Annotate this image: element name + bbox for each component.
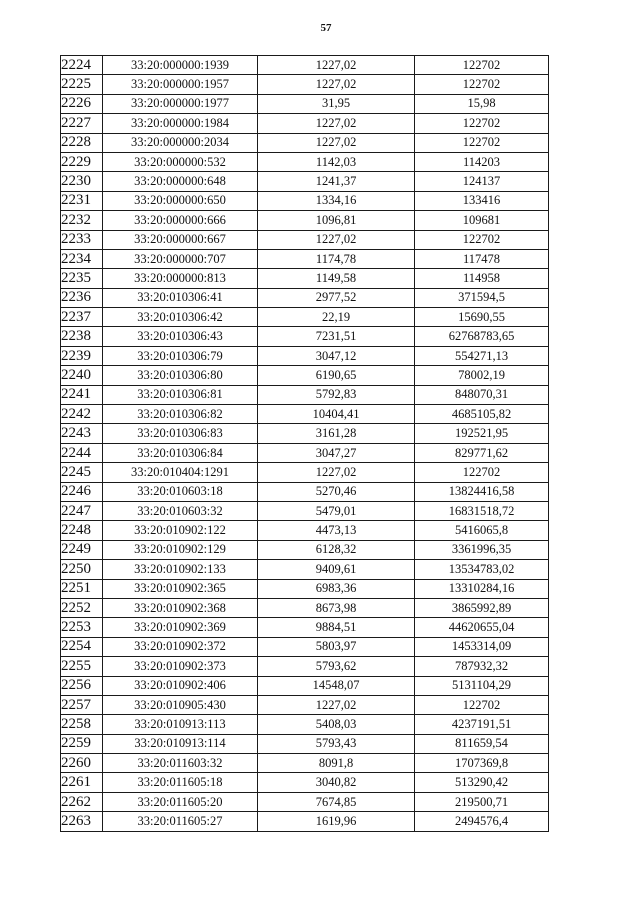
area-value: 3047,12 — [258, 346, 415, 365]
cadastral-number: 33:20:010905:430 — [103, 695, 258, 714]
area-value: 1241,37 — [258, 172, 415, 191]
row-number: 2260 — [61, 754, 103, 773]
cost-value: 122702 — [415, 463, 549, 482]
cadastral-number: 33:20:010913:113 — [103, 715, 258, 734]
cost-value: 44620655,04 — [415, 618, 549, 637]
table-row — [61, 152, 549, 171]
area-value: 4473,13 — [258, 521, 415, 540]
table-row — [61, 56, 549, 75]
table-row — [61, 501, 549, 520]
row-number: 2234 — [61, 249, 103, 268]
area-value: 5270,46 — [258, 482, 415, 501]
table-row — [61, 521, 549, 540]
cost-value: 513290,42 — [415, 773, 549, 792]
cadastral-number: 33:20:000000:1977 — [103, 94, 258, 113]
row-number: 2228 — [61, 133, 103, 152]
cadastral-number: 33:20:010902:372 — [103, 637, 258, 656]
cadastral-number: 33:20:011605:18 — [103, 773, 258, 792]
cadastral-number: 33:20:010306:80 — [103, 366, 258, 385]
table-row — [61, 94, 549, 113]
area-value: 1227,02 — [258, 75, 415, 94]
cadastral-number: 33:20:010902:365 — [103, 579, 258, 598]
table-row — [61, 560, 549, 579]
area-value: 1142,03 — [258, 152, 415, 171]
cost-value: 122702 — [415, 114, 549, 133]
table-row — [61, 637, 549, 656]
cadastral-number: 33:20:010913:114 — [103, 734, 258, 753]
cost-value: 3865992,89 — [415, 598, 549, 617]
cadastral-number: 33:20:011603:32 — [103, 754, 258, 773]
cadastral-number: 33:20:010404:1291 — [103, 463, 258, 482]
table-row — [61, 773, 549, 792]
area-value: 1174,78 — [258, 249, 415, 268]
area-value: 3040,82 — [258, 773, 415, 792]
row-number: 2254 — [61, 637, 103, 656]
area-value: 1227,02 — [258, 114, 415, 133]
area-value: 5792,83 — [258, 385, 415, 404]
table-row — [61, 230, 549, 249]
cadastral-number: 33:20:010902:406 — [103, 676, 258, 695]
cost-value: 554271,13 — [415, 346, 549, 365]
table-row — [61, 812, 549, 831]
cadastral-number: 33:20:010902:129 — [103, 540, 258, 559]
row-number: 2244 — [61, 443, 103, 462]
table-row — [61, 657, 549, 676]
cadastral-number: 33:20:010603:32 — [103, 501, 258, 520]
area-value: 8091,8 — [258, 754, 415, 773]
row-number: 2241 — [61, 385, 103, 404]
table-row — [61, 366, 549, 385]
area-value: 3047,27 — [258, 443, 415, 462]
cadastral-number: 33:20:000000:666 — [103, 211, 258, 230]
row-number: 2249 — [61, 540, 103, 559]
cadastral-number: 33:20:000000:1957 — [103, 75, 258, 94]
table-row — [61, 676, 549, 695]
area-value: 14548,07 — [258, 676, 415, 695]
area-value: 6128,32 — [258, 540, 415, 559]
area-value: 5479,01 — [258, 501, 415, 520]
table-row — [61, 133, 549, 152]
row-number: 2239 — [61, 346, 103, 365]
row-number: 2263 — [61, 812, 103, 831]
row-number: 2224 — [61, 56, 103, 75]
row-number: 2232 — [61, 211, 103, 230]
table-row — [61, 618, 549, 637]
cost-value: 5416065,8 — [415, 521, 549, 540]
area-value: 7674,85 — [258, 792, 415, 811]
area-value: 22,19 — [258, 308, 415, 327]
area-value: 9409,61 — [258, 560, 415, 579]
table-row — [61, 540, 549, 559]
cost-value: 78002,19 — [415, 366, 549, 385]
row-number: 2235 — [61, 269, 103, 288]
area-value: 6190,65 — [258, 366, 415, 385]
row-number: 2262 — [61, 792, 103, 811]
table-row — [61, 482, 549, 501]
cost-value: 133416 — [415, 191, 549, 210]
cost-value: 219500,71 — [415, 792, 549, 811]
cost-value: 371594,5 — [415, 288, 549, 307]
area-value: 3161,28 — [258, 424, 415, 443]
table-row — [61, 695, 549, 714]
cost-value: 122702 — [415, 75, 549, 94]
cost-value: 122702 — [415, 133, 549, 152]
cadastral-number: 33:20:000000:813 — [103, 269, 258, 288]
area-value: 1227,02 — [258, 56, 415, 75]
cadastral-number: 33:20:010306:42 — [103, 308, 258, 327]
row-number: 2225 — [61, 75, 103, 94]
area-value: 5793,43 — [258, 734, 415, 753]
table-row — [61, 114, 549, 133]
area-value: 9884,51 — [258, 618, 415, 637]
row-number: 2255 — [61, 657, 103, 676]
area-value: 6983,36 — [258, 579, 415, 598]
row-number: 2252 — [61, 598, 103, 617]
row-number: 2256 — [61, 676, 103, 695]
table-row — [61, 715, 549, 734]
area-value: 10404,41 — [258, 405, 415, 424]
cost-value: 787932,32 — [415, 657, 549, 676]
cost-value: 829771,62 — [415, 443, 549, 462]
row-number: 2251 — [61, 579, 103, 598]
table-row — [61, 754, 549, 773]
cadastral-number: 33:20:000000:667 — [103, 230, 258, 249]
cost-value: 4685105,82 — [415, 405, 549, 424]
cost-value: 15,98 — [415, 94, 549, 113]
table-row — [61, 734, 549, 753]
cadastral-number: 33:20:010306:82 — [103, 405, 258, 424]
row-number: 2257 — [61, 695, 103, 714]
row-number: 2261 — [61, 773, 103, 792]
row-number: 2247 — [61, 501, 103, 520]
cadastral-number: 33:20:010306:84 — [103, 443, 258, 462]
cadastral-number: 33:20:010603:18 — [103, 482, 258, 501]
table-row — [61, 191, 549, 210]
row-number: 2245 — [61, 463, 103, 482]
area-value: 1227,02 — [258, 230, 415, 249]
area-value: 5408,03 — [258, 715, 415, 734]
cadastral-number: 33:20:010306:83 — [103, 424, 258, 443]
area-value: 5803,97 — [258, 637, 415, 656]
table-row — [61, 346, 549, 365]
row-number: 2240 — [61, 366, 103, 385]
cost-value: 122702 — [415, 230, 549, 249]
row-number: 2233 — [61, 230, 103, 249]
table-body — [61, 56, 549, 832]
table-row — [61, 269, 549, 288]
cadastral-number: 33:20:010306:43 — [103, 327, 258, 346]
area-value: 1149,58 — [258, 269, 415, 288]
table-row — [61, 172, 549, 191]
cadastral-number: 33:20:000000:1984 — [103, 114, 258, 133]
row-number: 2250 — [61, 560, 103, 579]
cadastral-number: 33:20:000000:532 — [103, 152, 258, 171]
area-value: 7231,51 — [258, 327, 415, 346]
cadastral-number: 33:20:010306:81 — [103, 385, 258, 404]
cost-value: 15690,55 — [415, 308, 549, 327]
cadastral-number: 33:20:000000:707 — [103, 249, 258, 268]
cost-value: 848070,31 — [415, 385, 549, 404]
cost-value: 13534783,02 — [415, 560, 549, 579]
cost-value: 1453314,09 — [415, 637, 549, 656]
cadastral-table — [60, 55, 549, 832]
area-value: 1096,81 — [258, 211, 415, 230]
table-row — [61, 249, 549, 268]
table-row — [61, 211, 549, 230]
cost-value: 16831518,72 — [415, 501, 549, 520]
area-value: 8673,98 — [258, 598, 415, 617]
table-row — [61, 443, 549, 462]
cost-value: 4237191,51 — [415, 715, 549, 734]
cadastral-number: 33:20:000000:648 — [103, 172, 258, 191]
table-row — [61, 385, 549, 404]
row-number: 2246 — [61, 482, 103, 501]
area-value: 1334,16 — [258, 191, 415, 210]
cost-value: 62768783,65 — [415, 327, 549, 346]
cadastral-number: 33:20:010902:373 — [103, 657, 258, 676]
cost-value: 109681 — [415, 211, 549, 230]
table-row — [61, 288, 549, 307]
cost-value: 5131104,29 — [415, 676, 549, 695]
page-number: 57 — [320, 22, 332, 34]
table-row — [61, 463, 549, 482]
area-value: 1227,02 — [258, 695, 415, 714]
row-number: 2243 — [61, 424, 103, 443]
cost-value: 1707369,8 — [415, 754, 549, 773]
row-number: 2227 — [61, 114, 103, 133]
table-row — [61, 308, 549, 327]
area-value: 5793,62 — [258, 657, 415, 676]
cost-value: 192521,95 — [415, 424, 549, 443]
area-value: 1619,96 — [258, 812, 415, 831]
row-number: 2242 — [61, 405, 103, 424]
cadastral-number: 33:20:011605:20 — [103, 792, 258, 811]
table-row — [61, 424, 549, 443]
cadastral-number: 33:20:000000:650 — [103, 191, 258, 210]
row-number: 2230 — [61, 172, 103, 191]
table-row — [61, 75, 549, 94]
cost-value: 2494576,4 — [415, 812, 549, 831]
row-number: 2229 — [61, 152, 103, 171]
cadastral-number: 33:20:000000:2034 — [103, 133, 258, 152]
row-number: 2231 — [61, 191, 103, 210]
cost-value: 13824416,58 — [415, 482, 549, 501]
cost-value: 114958 — [415, 269, 549, 288]
row-number: 2226 — [61, 94, 103, 113]
row-number: 2248 — [61, 521, 103, 540]
cadastral-number: 33:20:010306:41 — [103, 288, 258, 307]
row-number: 2258 — [61, 715, 103, 734]
area-value: 1227,02 — [258, 133, 415, 152]
area-value: 2977,52 — [258, 288, 415, 307]
table-row — [61, 579, 549, 598]
cadastral-number: 33:20:010902:122 — [103, 521, 258, 540]
cadastral-number: 33:20:000000:1939 — [103, 56, 258, 75]
row-number: 2259 — [61, 734, 103, 753]
cost-value: 3361996,35 — [415, 540, 549, 559]
area-value: 31,95 — [258, 94, 415, 113]
area-value: 1227,02 — [258, 463, 415, 482]
row-number: 2238 — [61, 327, 103, 346]
cadastral-number: 33:20:010306:79 — [103, 346, 258, 365]
cadastral-number: 33:20:010902:369 — [103, 618, 258, 637]
cost-value: 811659,54 — [415, 734, 549, 753]
cost-value: 114203 — [415, 152, 549, 171]
table-row — [61, 792, 549, 811]
cost-value: 122702 — [415, 56, 549, 75]
cost-value: 13310284,16 — [415, 579, 549, 598]
table-row — [61, 598, 549, 617]
row-number: 2237 — [61, 308, 103, 327]
cost-value: 117478 — [415, 249, 549, 268]
cost-value: 122702 — [415, 695, 549, 714]
cadastral-number: 33:20:010902:133 — [103, 560, 258, 579]
cadastral-number: 33:20:010902:368 — [103, 598, 258, 617]
table-row — [61, 327, 549, 346]
table-row — [61, 405, 549, 424]
cadastral-number: 33:20:011605:27 — [103, 812, 258, 831]
row-number: 2253 — [61, 618, 103, 637]
cost-value: 124137 — [415, 172, 549, 191]
row-number: 2236 — [61, 288, 103, 307]
